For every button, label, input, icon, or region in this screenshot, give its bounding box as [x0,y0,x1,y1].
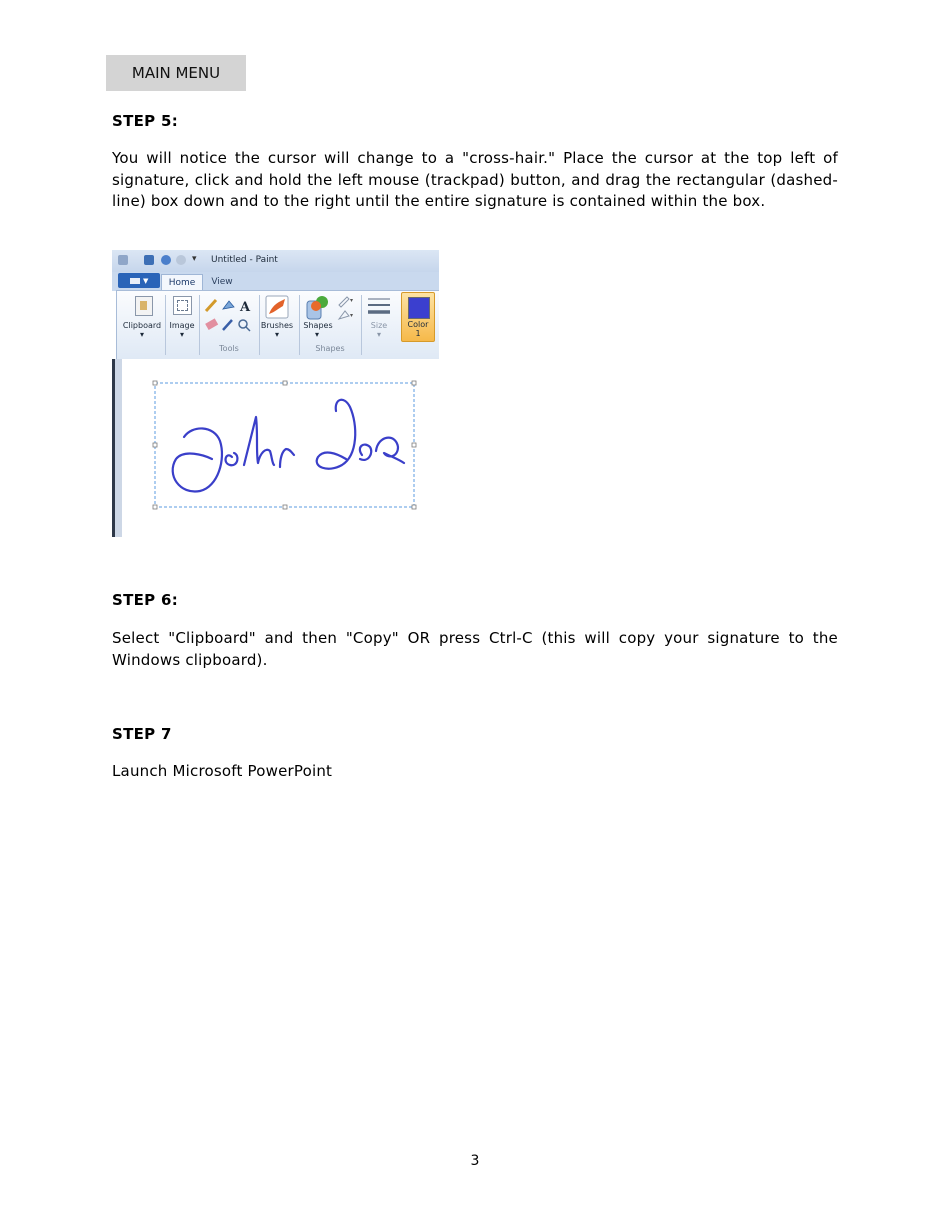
clipboard-icon[interactable] [135,296,153,316]
brushes-dropdown-icon: ▾ [274,330,279,339]
selection-rectangle [155,383,414,507]
tab-view[interactable]: View [211,277,233,287]
window-left-edge [112,359,115,537]
shapes-dropdown-icon: ▾ [314,330,319,339]
menu-bar-icon [130,278,140,284]
clipboard-button[interactable]: Clipboard [122,321,162,330]
paint-screenshot [112,250,439,537]
shapes-button[interactable]: Shapes [303,321,333,330]
text-icon [239,300,251,315]
paint-menu-button[interactable] [118,273,160,288]
step7-heading: STEP 7 [112,725,172,743]
redo-icon [176,255,186,265]
shapes-gallery-icon [307,296,328,319]
step5-heading: STEP 5: [112,112,179,130]
paint-titlebar [112,250,439,272]
color1-number: 1 [415,329,421,338]
color1-button[interactable] [401,292,435,342]
tools-icons [203,297,255,335]
image-select-icon[interactable] [173,296,192,315]
color-picker-icon [223,320,232,330]
save-icon [144,255,154,265]
pencil-icon [206,300,216,311]
fill-icon [223,301,234,309]
color1-label: Color [407,320,429,329]
color1-swatch [408,297,430,319]
step5-text: You will notice the cursor will change to a "cross-hair." Place the cursor at the top left of signature, click and hold the left mouse (trackpad) button, and drag the rectangular (dashed-line) box down and to the right until the entire signature is contained within the box. [112,149,838,210]
fill-shape-icon [339,311,353,319]
ribbon-separator [299,295,300,355]
clipboard-dropdown-icon: ▾ [139,330,144,339]
menu-dropdown-icon: ▼ [143,277,149,285]
brushes-button[interactable]: Brushes [260,321,294,330]
svg-text:▾: ▾ [350,312,354,319]
outline-icon [339,297,353,307]
paint-canvas[interactable] [122,359,439,537]
step6-heading: STEP 6: [112,591,179,609]
paint-ribbon [116,290,439,360]
main-menu-button[interactable]: MAIN MENU [106,55,246,91]
magnifier-icon [239,320,250,331]
step6-text: Select "Clipboard" and then "Copy" OR press Ctrl-C (this will copy your signature to the Windows clipboard). [112,629,838,669]
ribbon-separator [199,295,200,355]
svg-text:A: A [240,300,251,315]
canvas-drawing [122,359,439,537]
step7-text: Launch Microsoft PowerPoint [112,762,333,780]
page-number: 3 [470,1153,480,1169]
eraser-icon [205,318,218,330]
brushes-icon[interactable] [263,294,291,320]
tools-group-label: Tools [219,344,239,353]
image-dropdown-icon: ▾ [179,330,184,339]
quick-access-dropdown-icon: ▾ [192,254,197,264]
paint-app-icon [118,255,128,265]
ribbon-separator [361,295,362,355]
svg-text:▾: ▾ [350,297,354,304]
size-icon[interactable] [365,295,393,319]
paint-window-title: Untitled - Paint [211,255,278,265]
size-dropdown-icon: ▾ [376,330,381,339]
ribbon-separator [165,295,166,355]
shapes-icons[interactable] [303,293,363,323]
canvas-area [112,359,439,537]
signature-drawing [173,400,404,492]
undo-icon [161,255,171,265]
image-button[interactable]: Image [169,321,195,330]
tab-home[interactable]: Home [161,274,203,292]
size-button[interactable]: Size [370,321,388,330]
shapes-group-label: Shapes [315,344,345,353]
